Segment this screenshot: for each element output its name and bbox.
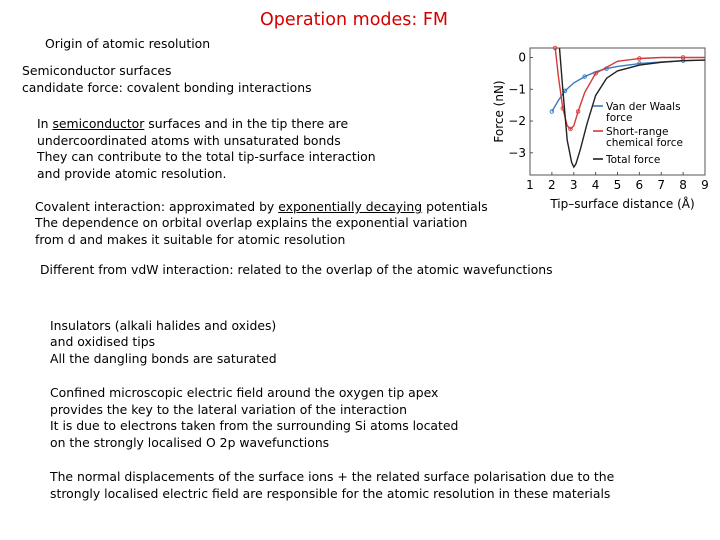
dangling-line-2: undercoordinated atoms with unsaturated bonds: [37, 133, 341, 148]
y-axis-label: Force (nN): [492, 80, 506, 143]
x-tick-label: 4: [591, 178, 600, 192]
insulators-line-3: All the dangling bonds are saturated: [50, 351, 277, 366]
origin-heading: Origin of atomic resolution: [45, 36, 211, 51]
slide-title: Operation modes: FM: [260, 10, 449, 30]
covalent-line-1: [35, 199, 488, 216]
confined-line-2: provides the key to the lateral variation of the interaction: [50, 402, 407, 417]
legend-entry-1: Van der Waals force: [606, 101, 681, 124]
y-tick-label: −2: [508, 114, 526, 129]
insulators-line-1: Insulators (alkali halides and oxides): [50, 318, 277, 333]
x-axis-label: Tip–surface distance (Å): [550, 197, 695, 211]
covalent-line-3: from d and makes it suitable for atomic resolution: [35, 232, 346, 247]
x-tick-label: 5: [613, 178, 622, 192]
x-tick-label: 8: [679, 178, 687, 192]
x-tick-label: 7: [657, 178, 666, 192]
dangling-line-1-post: surfaces and in the tip there are: [144, 116, 349, 131]
legend-entry-3: Total force: [606, 154, 661, 166]
dangling-line-1-pre: In: [37, 116, 53, 131]
dangling-line-3: They can contribute to the total tip-surface interaction: [37, 149, 376, 164]
x-tick-label: 2: [548, 178, 556, 192]
semiconductor-line-2: candidate force: covalent bonding interactions: [22, 80, 312, 95]
vdw-difference: Different from vdW interaction: related to the overlap of the atomic wavefunctions: [40, 262, 553, 277]
normal-line-2: strongly localised electric field are responsible for the atomic resolution in these materials: [50, 486, 611, 501]
insulators-line-2: and oxidised tips: [50, 334, 156, 349]
y-tick-label: −1: [508, 82, 526, 97]
x-tick-label: 6: [635, 178, 644, 192]
covalent-line-2: The dependence on orbital overlap explains the exponential variation: [35, 215, 468, 230]
legend-entry-2: Short-range chemical force: [606, 126, 683, 149]
confined-line-1: Confined microscopic electric field around the oxygen tip apex: [50, 385, 439, 400]
dangling-line-4: and provide atomic resolution.: [37, 166, 227, 181]
confined-line-4: on the strongly localised O 2p wavefunctions: [50, 435, 330, 450]
dangling-line-1: [37, 116, 348, 133]
confined-line-3: It is due to electrons taken from the surrounding Si atoms located: [50, 418, 459, 433]
covalent-line-1-post: potentials: [422, 199, 488, 214]
y-tick-label: 0: [518, 50, 526, 65]
x-tick-label: 1: [526, 178, 534, 192]
exponentially-decaying-underlined: exponentially decaying: [278, 199, 423, 214]
covalent-line-1-pre: Covalent interaction: approximated by: [35, 199, 279, 214]
normal-line-1: The normal displacements of the surface ions + the related surface polarisation due to the: [50, 469, 615, 484]
force-distance-chart: [490, 40, 712, 220]
x-tick-label: 9: [701, 178, 709, 192]
y-tick-label: −3: [508, 145, 526, 160]
x-tick-label: 3: [569, 178, 578, 192]
semiconductor-underlined: semiconductor: [52, 116, 145, 131]
semiconductor-line-1: Semiconductor surfaces: [22, 63, 172, 78]
